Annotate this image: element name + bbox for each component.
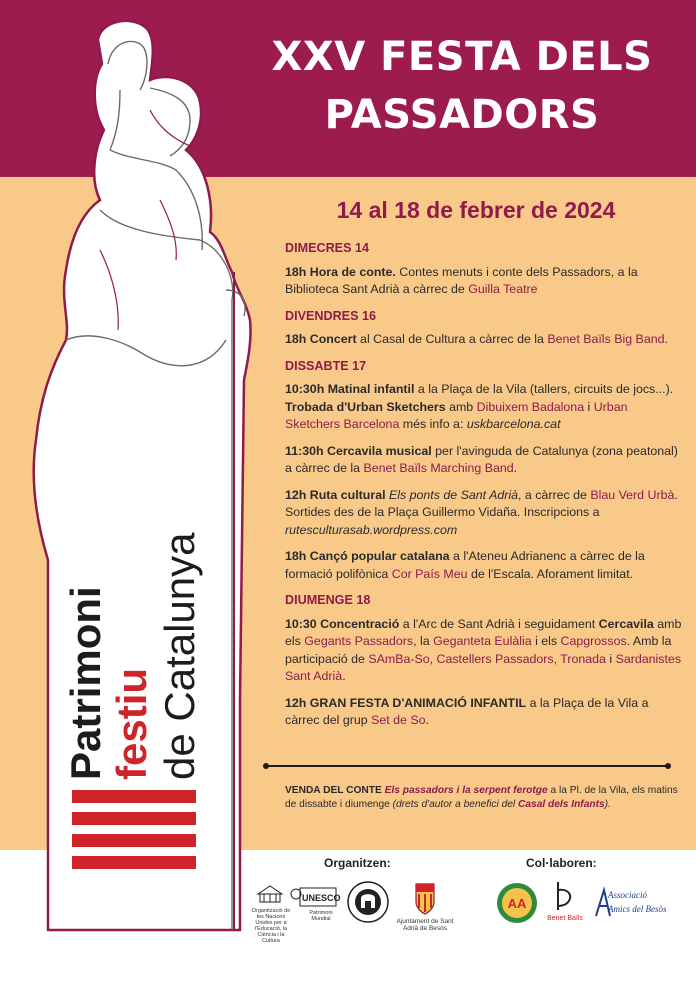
sale-note: (drets d'autor a benefici del bbox=[392, 799, 519, 810]
ajuntament-coat-of-arms-icon bbox=[408, 880, 442, 916]
svg-text:Associació: Associació bbox=[608, 890, 647, 900]
event-text: amb bbox=[445, 399, 477, 414]
sale-org: Casal dels Infants bbox=[518, 799, 605, 810]
event-highlight: Gegants Passadors bbox=[304, 634, 414, 648]
event-highlight: Geganteta Eulàlia bbox=[433, 634, 532, 648]
event-highlight: Dibuixem Badalona bbox=[476, 399, 585, 414]
day-heading: DIUMENGE 18 bbox=[285, 593, 371, 607]
event-highlight: Blau Verd Urbà bbox=[590, 487, 675, 502]
benet-bails-logo bbox=[540, 876, 590, 926]
event-tail: . bbox=[342, 669, 346, 683]
contes-passadors-logo bbox=[346, 880, 390, 924]
event-title: 18h Concert bbox=[285, 332, 357, 346]
event-highlight: Cor País Meu bbox=[391, 566, 468, 581]
divider-line bbox=[262, 763, 672, 769]
sale-book-title: Els passadors i la serpent ferotge bbox=[381, 785, 548, 796]
event-title: 18h Hora de conte. bbox=[285, 264, 396, 279]
event-text: . Sortides des de la Plaça Guillermo Vidaña. Inscripcions a bbox=[285, 487, 678, 519]
event-italic: Els ponts de Sant Adrià bbox=[385, 487, 519, 502]
event-item bbox=[285, 548, 685, 583]
book-sale-notice bbox=[285, 784, 680, 812]
svg-text:UNESCO: UNESCO bbox=[302, 893, 341, 903]
event-text: a l'Ateneu Adrianenc a càrrec de la formació polifònica bbox=[285, 549, 645, 581]
event-text: , la bbox=[413, 634, 434, 648]
event-item bbox=[285, 381, 685, 434]
event-item bbox=[285, 264, 685, 299]
event-text: . Amb la participació de bbox=[285, 634, 672, 666]
event-highlight: Urban Sketchers Barcelona bbox=[285, 399, 628, 431]
event-item bbox=[285, 443, 685, 478]
event-text: amb els bbox=[285, 616, 682, 648]
patrimoni-festiu-logo bbox=[60, 470, 220, 780]
event-item bbox=[285, 695, 685, 730]
unesco-caption-2: Patrimoni Mundial bbox=[309, 910, 333, 922]
event-title: 11:30h Cercavila musical bbox=[285, 443, 432, 458]
svg-text:AA: AA bbox=[507, 896, 527, 911]
event-link[interactable]: rutesculturasab.wordpress.com bbox=[285, 522, 458, 537]
event-tail: . bbox=[425, 713, 429, 727]
sale-text: a la Pl. de la Vila, els matins de dissabte i diumenge bbox=[285, 785, 678, 810]
day-heading: DIMECRES 14 bbox=[285, 241, 369, 255]
event-text: més info a: bbox=[399, 417, 467, 431]
event-text: per l'avinguda de Catalunya (zona peatonal) a càrrec de la bbox=[285, 443, 678, 475]
unesco-caption: Organització de les Nacions Unides per a l'Educació, la Ciència i la Cultura bbox=[251, 908, 291, 944]
event-item bbox=[285, 487, 685, 540]
event-highlight: SAmBa-So, Castellers Passadors, Tronada bbox=[368, 651, 606, 666]
event-text: i bbox=[605, 651, 616, 666]
event-highlight: Benet Baïls Big Band bbox=[547, 332, 665, 346]
program-list bbox=[285, 238, 685, 739]
event-text: a la Plaça de la Vila a càrrec del grup bbox=[285, 695, 649, 727]
patrimoni-line3: de Catalunya bbox=[156, 532, 203, 780]
festival-title bbox=[232, 28, 692, 144]
amics-del-besos-logo bbox=[594, 886, 686, 920]
svg-text:Amics del Besòs: Amics del Besòs bbox=[608, 904, 667, 914]
event-highlight: Benet Baïls Marching Band bbox=[363, 461, 514, 475]
aa-association-logo bbox=[496, 882, 538, 924]
event-title: 10:30h Matinal infantil bbox=[285, 382, 415, 396]
event-text: Contes menuts i conte dels Passadors, a la Biblioteca Sant Adrià a càrrec de bbox=[285, 264, 638, 296]
event-text: a la Plaça de la Vila (tallers, circuits de jocs...). bbox=[414, 382, 674, 396]
collaborators-label: Col·laboren: bbox=[526, 856, 597, 870]
event-text: i bbox=[584, 399, 594, 414]
event-text: i els bbox=[531, 634, 561, 648]
patrimoni-line1: Patrimoni bbox=[62, 586, 109, 780]
svg-text:Benet Baïls: Benet Baïls bbox=[547, 915, 583, 922]
ajuntament-caption: Ajuntament de Sant Adrià de Besòs bbox=[396, 918, 454, 932]
day-heading: DISSABTE 17 bbox=[285, 358, 367, 373]
event-text: a l'Arc de Sant Adrià i seguidament bbox=[399, 616, 599, 631]
event-text: al Casal de Cultura a càrrec de la bbox=[356, 332, 548, 346]
title-line-1: XXV FESTA DELS bbox=[271, 34, 653, 80]
event-tail: de l'Escala. Aforament limitat. bbox=[467, 566, 634, 581]
event-item bbox=[285, 331, 685, 349]
event-subtitle: Trobada d'Urban Sketchers bbox=[285, 399, 446, 414]
event-link[interactable]: uskbarcelona.cat bbox=[466, 417, 561, 431]
organizers-label: Organitzen: bbox=[324, 856, 391, 870]
festival-dates: 14 al 18 de febrer de 2024 bbox=[336, 197, 616, 223]
event-subtitle: Cercavila bbox=[598, 616, 654, 631]
event-text: , a càrrec de bbox=[518, 487, 591, 502]
sale-lead: VENDA DEL CONTE bbox=[285, 785, 382, 796]
title-line-2: PASSADORS bbox=[324, 92, 600, 138]
event-tail: . bbox=[513, 461, 518, 475]
event-highlight: Sardanistes Sant Adrià bbox=[285, 651, 682, 683]
patrimoni-line2: festiu bbox=[108, 667, 155, 780]
event-title: 18h Cançó popular catalana bbox=[285, 549, 450, 563]
event-item bbox=[285, 616, 685, 686]
event-highlight: Guilla Teatre bbox=[468, 282, 538, 296]
event-highlight: Set de So bbox=[371, 713, 426, 727]
day-heading: DIVENDRES 16 bbox=[285, 308, 376, 323]
sale-close: ). bbox=[604, 799, 611, 810]
event-tail: . bbox=[664, 332, 668, 346]
event-title: 10:30 Concentració bbox=[285, 616, 400, 631]
event-title: 12h GRAN FESTA D'ANIMACIÓ INFANTIL bbox=[285, 695, 527, 710]
event-title: 12h Ruta cultural bbox=[285, 487, 386, 502]
event-highlight: Capgrossos bbox=[560, 634, 627, 648]
